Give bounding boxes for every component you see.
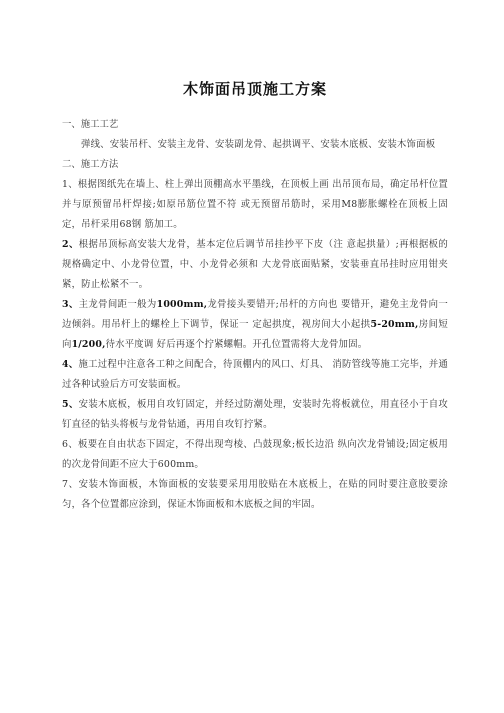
item-text: 施工过程中注意各工种之间配合，待顶棚内的风口、灯具、 消防管线等施工完毕，并通过各种试验后方可安装面板。: [62, 359, 448, 390]
list-item-2: [62, 235, 448, 295]
item-number: 7、: [62, 479, 79, 490]
item-text: 安装木底板，板用自攻钉固定，并经过防潮处理，安装时先将板就位，用直径小于自攻钉直径的钻头将板与龙骨钻通，再用自攻钉拧紧。: [62, 399, 448, 430]
item-text: 龙骨接头要错开;吊杆的方向也 要错开，避免主龙骨向一边倾斜。用吊杆上的螺栓上下调节，保证一 定起拱度，视房间大小起拱: [62, 299, 448, 330]
item-text: 根据吊顶标高安装大龙骨，基本定位后调节吊挂抄平下皮（注 意起拱量）;再根据板的规格确定中、小龙骨位置，中、小龙骨必须和 大龙骨底面贴紧，安装垂直吊挂时应用钳夹紧，防止松紧不一。: [62, 239, 448, 290]
item-text: 主龙骨间距一般为: [78, 299, 157, 310]
item-bold-value: 5-20mm,: [370, 319, 419, 330]
item-text: 安装木饰面板，木饰面板的安装要采用用胶贴在木底板上，在贴的同时要注意胶要涂匀，各个位置都应涂到，保证木饰面板和木底板之间的牢固。: [62, 479, 449, 510]
item-text: 板要在自由状态下固定，不得出现弯棱、凸鼓现象;板长边沿 纵向次龙骨铺设;固定板用的次龙骨间距不应大于600mm。: [62, 439, 448, 470]
item-bold-value: 1000mm,: [156, 299, 208, 310]
item-number: 3、: [62, 299, 79, 310]
section-heading-1: 一、施工工艺: [62, 119, 119, 130]
item-number: 5、: [62, 399, 79, 410]
item-number: 6、: [62, 439, 79, 450]
item-text: 待水平度调 好后再逐个拧紧螺帽。开孔位置需将大龙骨加固。: [105, 339, 368, 350]
list-item-6: [62, 435, 448, 475]
list-item-4: [62, 355, 448, 395]
section-body-1: 弹线、安装吊杆、安装主龙骨、安装副龙骨、起拱调平、安装木底板、安装木饰面板: [81, 139, 436, 150]
item-number: 4、: [62, 359, 79, 370]
item-number: 1、: [62, 179, 78, 190]
item-text: 根据图纸先在墙上、柱上弹出顶棚高水平墨线，在顶板上画 出吊顶布局，确定吊杆位置并与原预留吊杆焊接;如原吊筋位置不符 或无预留吊筋时，采用M8膨胀螺栓在顶板上固定，吊杆采用68钢 筋加工。: [62, 179, 448, 230]
list-item-5: [62, 395, 448, 435]
section-heading-2: 二、施工方法: [62, 159, 119, 170]
list-item-3: [62, 295, 448, 355]
list-item-1: [62, 175, 448, 235]
list-item-7: [62, 475, 448, 515]
item-number: 2、: [62, 239, 79, 250]
document-title: 木饰面吊顶施工方案: [182, 80, 327, 98]
item-bold-value: 1/200,: [71, 339, 106, 350]
item-text: 房间短向: [62, 319, 448, 350]
